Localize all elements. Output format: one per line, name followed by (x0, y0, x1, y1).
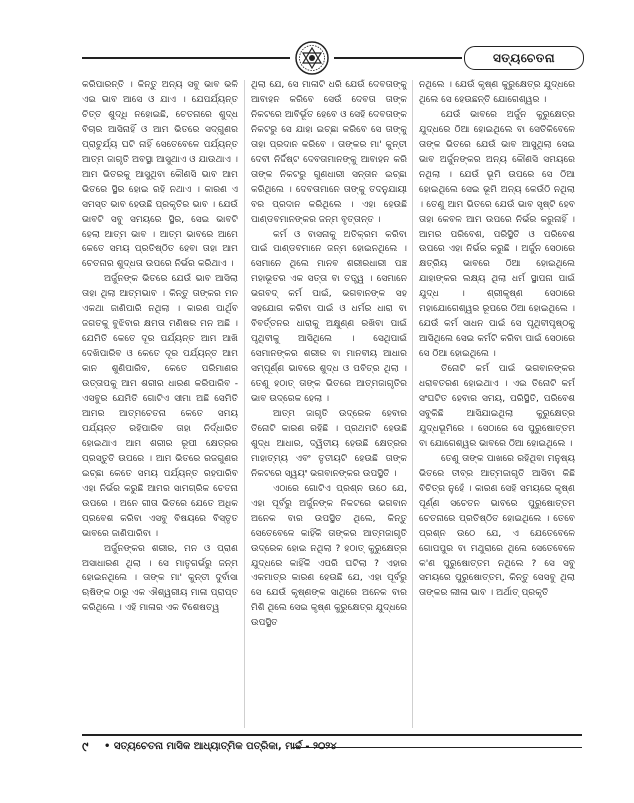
text-column-2 (251, 78, 407, 730)
text-column-3 (419, 78, 575, 730)
footer-rule (82, 734, 582, 736)
body-paragraph: ତେଣୁ ତାଙ୍କ ପାଖରେ ରହିଥିବା ମନୁଷ୍ୟ ଭିତରେ ତୀବ୍ର ଆତ୍ମଜାଗୃତି ଆସିବା କିଛି ବିଚିତ୍ର ନୁହେଁ । କାରଣ ସେହି ସମୟରେ କୃଷ୍ଣ ପୂର୍ଣ୍ଣ ସଚେତନ ଭାବରେ ପୁରୁଷୋତ୍ତମ ଚେତନାରେ ପ୍ରତିଷ୍ଠିତ ହୋଇଥିଲେ । ତେବେ ପ୍ରଶ୍ନ ଉଠେ ଯେ, ଏ ଯେତେବେଳେ ଗୋପପୁର ବା ମଥୁରାରେ ଥିଲେ ସେତେବେଳେ କ'ଣ ପୁରୁଷୋତ୍ତମ ନଥିଲେ ? ସେ ସବୁ ସମୟରେ ପୁରୁଷୋତ୍ତମ, କିନ୍ତୁ ସେସବୁ ଥିଲା ତାଙ୍କର ଲୀଳା ଭାବ । ଅର୍ଥାତ୍ ପ୍ରକୃତି (419, 453, 575, 599)
text-column-1 (82, 78, 238, 730)
body-paragraph: ଯେଉଁ ଭାବରେ ଅର୍ଜୁନ କୁରୁକ୍ଷେତ୍ର ଯୁଦ୍ଧରେ ଠିଆ ହୋଇଥିଲେ ବା ସେତିକିବେଳେ ତାଙ୍କ ଭିତରେ ଯେଉଁ ଭାବ ଆସୁଥିଲା ସେଇ ଭାବ ଅର୍ଜୁନଙ୍କର ଅନ୍ୟ କୌଣସି ସମୟରେ ନଥିଲା । ଯେଉଁ ଭୂମି ଉପରେ ସେ ଠିଆ ହୋଇଥିଲେ ସେଇ ଭୂମି ଅନ୍ୟ କେଉଁଠି ନଥିଲା । ତେଣୁ ଆମ ଭିତରେ ଯେଉଁ ଭାବ ସୃଷ୍ଟି ହେବ ତାହା କେବଳ ଆମ ଉପରେ ନିର୍ଭର କରୁନାହିଁ । ଆମର ପରିବେଶ, ପରିସ୍ଥିତି ଓ ପରିବେଶ ଉପରେ ଏହା ନିର୍ଭର କରୁଛି । ଅର୍ଜୁନ ସେଠାରେ କ୍ଷତ୍ରିୟ ଭାବରେ ଠିଆ ହୋଇଥିଲେ ଯାହାଙ୍କର ଲକ୍ଷ୍ୟ ଥିଲା ଧର୍ମ ସ୍ଥାପନା ପାଇଁ ଯୁଦ୍ଧ । ଶ୍ରୀକୃଷ୍ଣ ସେଠାରେ ମହାଯୋଗେଶ୍ୱର ରୂପରେ ଠିଆ ହୋଇଥିଲେ । ଯେଉଁ କର୍ମ ସାଧନ ପାଇଁ ସେ ପୃଥିବୀପୃଷ୍ଠକୁ ଆସିଥିଲେ ସେଇ କର୍ମଟି କରିବା ପାଇଁ ସେଠାରେ ସେ ଠିଆ ହୋଇଥିଲେ । (419, 109, 575, 360)
magazine-brand: ସତ୍ୟଚେତନା (464, 46, 584, 70)
body-paragraph: ଆତ୍ମ ଜାଗୃତି ଉଦ୍ରେକ ହେବାର ତିନୋଟି କାରଣ ରହିଛି । ପ୍ରଥମଟି ହେଉଛି ଶୁଦ୍ଧ ଆଧାର, ଦ୍ୱିତୀୟ ହେଉଛି କ୍ଷେତ୍ରର ମାହାତ୍ମ୍ୟ ଏବଂ ତୃତୀୟଟି ହେଉଛି ତାଙ୍କ ନିକଟରେ ସ୍ୱୟଂ ଭଗବାନଙ୍କର ଉପସ୍ଥିତି । (251, 408, 407, 479)
publication-line: • ସତ୍ୟଚେତନା ମାସିକ ଆଧ୍ୟାତ୍ମିକ ପତ୍ରିକା, ମାର୍ଚ୍ଚ - ୨୦୨୪ (104, 741, 337, 752)
body-paragraph: ତିନୋଟି କର୍ମ ପାଇଁ ଭଗବାନଙ୍କର ଧରାବତରଣ ହୋଇଥାଏ । ଏଇ ତିନୋଟି କର୍ମ ସଂଘଟିତ ହେବାର ସମୟ, ପରିସ୍ଥିତି, ପରିବେଶ ସବୁକିଛି ଆସିଯାଇଥିଲା କୁରୁକ୍ଷେତ୍ର ଯୁଦ୍ଧଭୂମିରେ । ସେଠାରେ ସେ ପୁରୁଷୋତ୍ତମ ବା ଯୋଗେଶ୍ୱର ଭାବରେ ଠିଆ ହୋଇଥିଲେ । (419, 364, 575, 449)
page-number: ୯ (82, 740, 89, 755)
body-paragraph: ଅର୍ଜୁନଙ୍କର ଶରୀର, ମନ ଓ ପ୍ରାଣ ଅସାଧାରଣ ଥିଲା । ସେ ମାତୃଗର୍ଭରୁ ଜନ୍ମ ହୋଇନଥିଲେ । ତାଙ୍କ ମା' କୁନ୍ତୀ ଦୁର୍ବାସା ଋଷିଙ୍କ ଠାରୁ ଏକ ଐଶ୍ୱରୀୟ ମାଳା ପ୍ରାପ୍ତ କରିଥିଲେ । ଏହି ମାଳାର ଏକ ବିଶେଷତ୍ୱ (82, 543, 238, 614)
footer-trailing-rule (292, 747, 582, 748)
body-paragraph: ଥିଲା ଯେ, ସେ ମାଳାଟି ଧରି ଯେଉଁ ଦେବତାଙ୍କୁ ଆବାହନ କରିବେ ସେଉଁ ଦେବତା ତାଙ୍କ ନିକଟରେ ଆବିର୍ଭୂତ ହେବେ ଓ ସେହି ଦେବତାଙ୍କ ନିକଟରୁ ସେ ଯାହା ଇଚ୍ଛା କରିବେ ସେ ତାଙ୍କୁ ତାହା ପ୍ରଦାନ କରିବେ । ତାଙ୍କର ମା' କୁନ୍ତୀ ଦେବୀ ନିର୍ଦ୍ଦିଷ୍ଟ ଦେବତାମାନଙ୍କୁ ଆବାହନ କରି ତାଙ୍କ ନିକଟରୁ ଗୁଣଧାରୀ ସନ୍ତାନ ଇଚ୍ଛା କରିଥିଲେ । ଦେବତାମାନେ ତାଙ୍କୁ ତଦନୁଯାୟୀ ବର ପ୍ରଦାନ କରିଥିଲେ । ଏହା ହେଉଛି ପାଣ୍ଡବମାନଙ୍କର ଜନ୍ମ ବୃତ୍ତାନ୍ତ । (251, 80, 407, 225)
body-paragraph: କର୍ମ ଓ ବାସନାକୁ ଅତିକ୍ରମ କରିବା ପାଇଁ ପାଣ୍ଡବମାନେ ଜନ୍ମ ହୋଇନଥିଲେ । ସେମାନେ ଥିଲେ ମାନବ ଶରୀରଧାରୀ ପଞ୍ଚ ମହାଭୂତର ଏକ ସତ୍ତା ବା ତତ୍ତ୍ୱ । ସେମାନେ ଭଗବଦ୍ କର୍ମ ପାଇଁ, ଭଗବାନଙ୍କ ସହ ସହଯୋଗ କରିବା ପାଇଁ ଓ ଧର୍ମର ଧାରା ବା ବିବର୍ତ୍ତନର ଧାରାକୁ ଅକ୍ଷୁଣ୍ଣ ରଖିବା ପାଇଁ ପୃଥିବୀକୁ ଆସିଥିଲେ । ସେଥିପାଇଁ ସେମାନଙ୍କର ଶରୀର ବା ମାନବୀୟ ଆଧାର ସମ୍ପୂର୍ଣ୍ଣ ଭାବରେ ଶୁଦ୍ଧ ଓ ପବିତ୍ର ଥିଲା । ତେଣୁ ହଠାତ୍ ତାଙ୍କ ଭିତରେ ଆତ୍ମଜାଗୃତିର ଭାବ ଉଦ୍ରେକ ହେଲା । (251, 229, 407, 405)
om-emblem-icon (292, 40, 332, 76)
header-rule-right (334, 57, 462, 59)
body-paragraph: ନଥିଲେ । ଯେଉଁ କୃଷ୍ଣ କୁରୁକ୍ଷେତ୍ର ଯୁଦ୍ଧରେ ଥିଲେ ସେ ହେଉଛନ୍ତି ଯୋଗେଶ୍ୱର । (419, 80, 575, 105)
body-paragraph: ଏଠାରେ ଗୋଟିଏ ପ୍ରଶ୍ନ ଉଠେ ଯେ, ଏହା ପୂର୍ବରୁ ଅର୍ଜୁନଙ୍କ ନିକଟରେ ଭଗବାନ ଅନେକ ବାର ଉପସ୍ଥିତ ଥିଲେ, କିନ୍ତୁ ସେତେବେଳେ କାହିଁକି ତାଙ୍କର ଆତ୍ମଜାଗୃତି ଉଦ୍ରେକ ହୋଇ ନଥିଲା ? ହଠାତ୍ କୁରୁକ୍ଷେତ୍ର ଯୁଦ୍ଧରେ କାହିଁକି ଏପରି ଘଟିଲା ? ଏହାର ଏକମାତ୍ର କାରଣ ହେଉଛି ଯେ, ଏହା ପୂର୍ବରୁ ସେ ଯେଉଁ କୃଷ୍ଣଙ୍କ ସାଥିରେ ଅନେକ ବାର ମିଶି ଥିଲେ ସେଇ କୃଷ୍ଣ କୁରୁକ୍ଷେତ୍ର ଯୁଦ୍ଧରେ ଉପସ୍ଥିତ (251, 483, 407, 629)
header-rule-left (82, 57, 290, 59)
body-paragraph: ଅର୍ଜୁନଙ୍କ ଭିତରେ ଯେଉଁ ଭାବ ଆସିଲା ତାହା ଥିଲା ଆତ୍ମଭାବ । କିନ୍ତୁ ତାଙ୍କର ମନ ଏକଥା ଜାଣିପାରି ନଥିଲା । କାରଣ ପାର୍ଥିବ ଜଗତକୁ ବୁଝିବାର କ୍ଷମତା ମଣିଷର ମନ ଅଛି । ଯେମିତି କେତେ ଦୂର ପର୍ଯ୍ୟନ୍ତ ଆମ ଆଖି ଦେଖିପାରିବ ଓ କେତେ ଦୂର ପର୍ଯ୍ୟନ୍ତ ଆମ କାନ ଶୁଣିପାରିବ, କେତେ ପରିମାଣର ଉତ୍ତାପକୁ ଆମ ଶରୀର ଧାରଣ କରିପାରିବ - ଏସବୁର ଯେମିତି ଗୋଟିଏ ସୀମା ଅଛି ସେମିତି ଆମର ଆତ୍ମଚେତନା କେତେ ସମୟ ପର୍ଯ୍ୟନ୍ତ ରହିପାରିବ ତାହା ନିର୍ଦ୍ଧାରିତ ହୋଇଥାଏ ଆମ ଶରୀର ରୂପୀ କ୍ଷେତ୍ରର ପ୍ରସ୍ତୁତି ଉପରେ । ଆମ ଭିତରେ ରଜଗୁଣର ଇଚ୍ଛା କେତେ ସମୟ ପର୍ଯ୍ୟନ୍ତ ରହପାରିବ ଏହା ନିର୍ଭର କରୁଛି ଆମର ସାମଗ୍ରିକ ଚେତନା ଉପରେ । ଅନେ ଗୀତା ଭିତରେ ଯେତେ ଅଧିକ ପ୍ରବେଶ କରିବା ଏସବୁ ବିଷୟରେ ବିସ୍ତୃତ ଭାବରେ ଜାଣିପାରିବା । (82, 274, 238, 539)
column-divider (244, 80, 245, 728)
body-paragraph: କରିପାରନ୍ତି । କିନ୍ତୁ ଅନ୍ୟ ସବୁ ଭାବ ଭଳି ଏଇ ଭାବ ଆସେ ଓ ଯାଏ । ଯେପର୍ଯ୍ୟନ୍ତ ଚିତ୍ତ ଶୁଦ୍ଧି ନହୋଇଛି, ଚେତନାରେ ଶୁଦ୍ଧ ବିଚାର ଆସିନାହିଁ ଓ ଆମ ଭିତରେ ସଦ୍‌ଗୁଣର ପ୍ରାଚୁର୍ଯ୍ୟ ଘଟି ନାହିଁ ସେତେବେଳେ ପର୍ଯ୍ୟନ୍ତ ଆତ୍ମ ଜାଗୃତି ଅବସ୍ଥା ଆସୁଥାଏ ଓ ଯାଉଥାଏ । ଆମ ଭିତରକୁ ଆସୁଥିବା କୌଣସି ଭାବ ଆମ ଭିତରେ ସ୍ଥିର ହୋଇ ରହି ନଥାଏ । କାରଣ ଏ ସମସ୍ତ ଭାବ ହେଉଛି ପ୍ରକୃତିର ଭାବ । ଯେଉଁ ଭାବଟି ସବୁ ସମୟରେ ସ୍ଥିର, ସେଇ ଭାବଟି ହେଲା ଆତ୍ମ ଭାବ । ଆତ୍ମ ଭାବରେ ଆମେ କେତେ ସମୟ ପ୍ରତିଷ୍ଠିତ ହେବା ତାହା ଆମ ଚେତନାର ଶୁଦ୍ଧତା ଉପରେ ନିର୍ଭର କରିଥାଏ । (82, 80, 238, 270)
page-header (0, 0, 634, 76)
page-footer (82, 732, 582, 760)
column-divider (412, 80, 413, 728)
